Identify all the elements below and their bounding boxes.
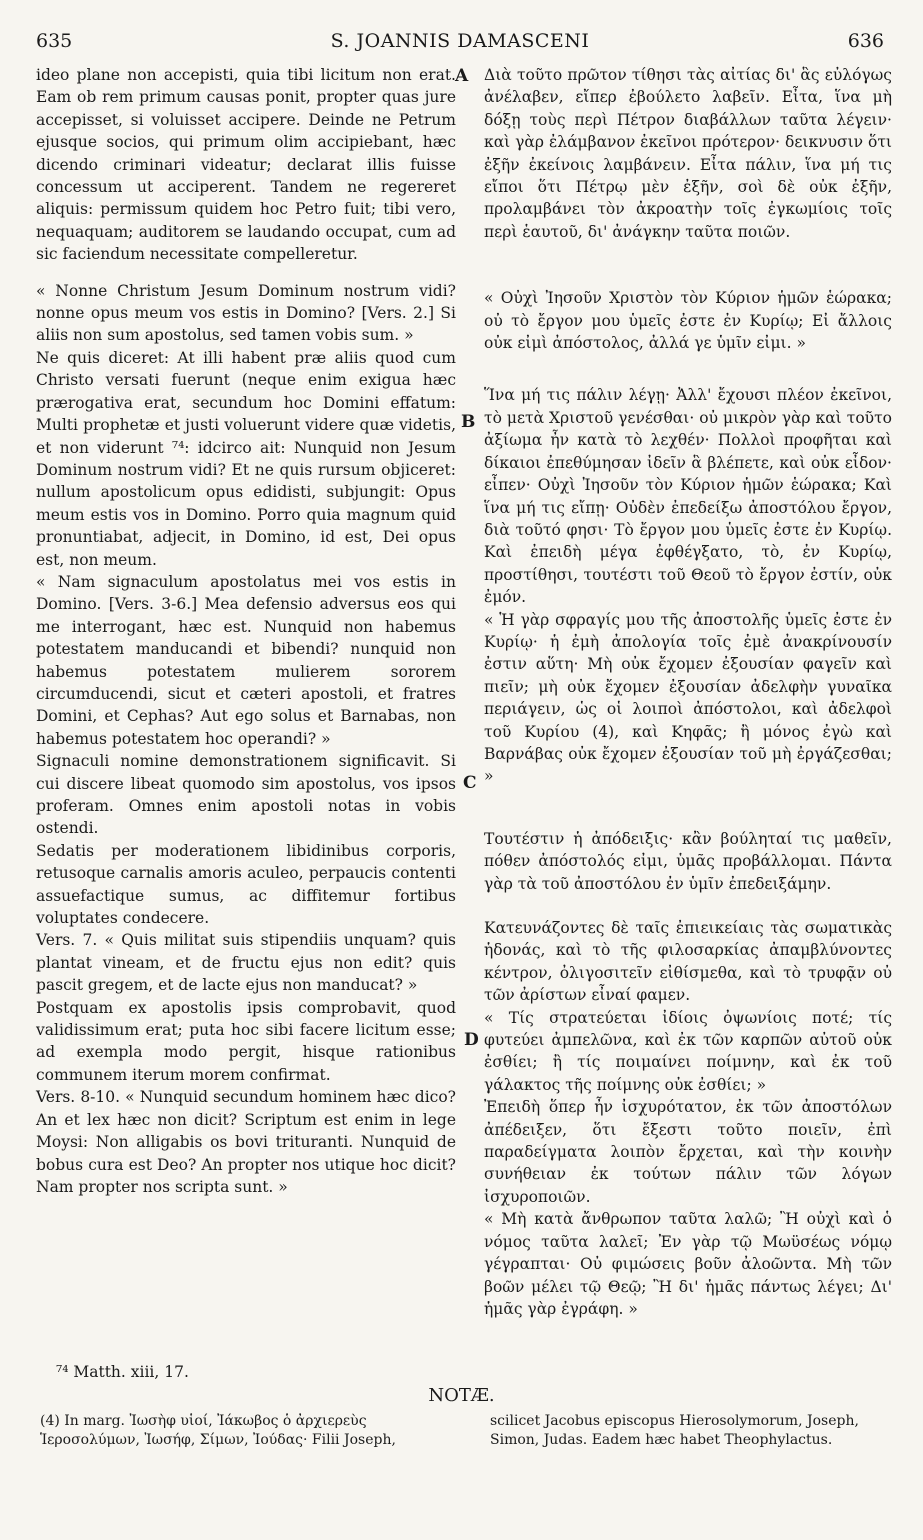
margin-letter-c: C [463,773,477,793]
greek-paragraph: Ἐπειδὴ ὅπερ ἦν ἰσχυρότατον, ἐκ τῶν ἀποστόλων ἀπέδειξεν, ὅτι ἔξεστι τοῦτο ποιεῖν, ἐπὶ παραδείγματα λοιπὸν ἔρχεται, καὶ τὴν κοινὴν συνήθειαν ἐκ τούτων πάλιν τῶν λόγων ἰσχυροποιῶν. [484,1098,892,1206]
latin-paragraph: Signaculi nomine demonstrationem significavit. Si cui discere libeat quomodo sim apostolus, vos ipsos proferam. Omnes enim apostoli notas in vobis ostendi. [36,752,456,838]
greek-paragraph: « Οὐχὶ Ἰησοῦν Χριστὸν τὸν Κύριον ἡμῶν ἑώρακα; οὐ τὸ ἔργον μου ὑμεῖς ἐστε ἐν Κυρίῳ; Εἰ ἄλλοις οὐκ εἰμὶ ἀπόστολος, ἀλλά γε ὑμῖν εἰμι. » [484,289,892,353]
greek-paragraph: Διὰ τοῦτο πρῶτον τίθησι τὰς αἰτίας δι' ἃς εὐλόγως ἀνέλαβεν, εἴπερ ἐβούλετο λαβεῖν. Εἶτα, ἵνα μὴ δόξῃ τοὺς περὶ Πέτρον διαβάλλων ταῦτα λέγειν· καὶ γὰρ ἐλάμβανον ἐκεῖνοι πρότερον· δεικνυσιν ὅτι ἐξῆν ἐκείνοις λαμβάνειν. Εἶτα πάλιν, ἵνα μή τις εἴποι ὅτι Πέτρῳ μὲν ἐξῆν, σοὶ δὲ οὐκ ἐξῆν, προλαμβάνει τὸν ἀκροατὴν τοῖς ἐγκωμίοις τοῖς περὶ ἑαυτοῦ, δι' ἀνάγκην ταῦτα ποιῶν. [484,66,892,241]
latin-paragraph: Vers. 7. « Quis militat suis stipendiis unquam? quis plantat vineam, et de fructu ejus non edit? quis pascit gregem, et de lacte ejus non manducat? » [36,931,456,995]
margin-letter-b: B [461,412,476,432]
footnote-reference: ⁷⁴ Matth. xiii, 17. [56,1363,189,1381]
latin-paragraph: ideo plane non accepisti, quia tibi licitum non erat. Eam ob rem primum causas ponit, propter quas jure accepisset, si voluisset accipere. Deinde ne Petrum ejusque socios, qui primum olim accipiebant, hæc dicendo criminari videatur; declarat illis fuisse concessum ut acciperent. Tandem ne regereret aliquis: permissum quidem hoc Petro fuit; tibi vero, nequaquam; auditorem se laudando occupat, cum ad sic faciendum necessitate compelleretur. [36,66,456,264]
note-left: (4) In marg. Ἰωσὴφ υἱοί, Ἰάκωβος ὁ ἀρχιερεὺς Ἱεροσολύμων, Ἰωσήφ, Σίμων, Ἰούδας· Filii Joseph, [40,1413,396,1448]
margin-letter-a: A [455,66,469,86]
latin-paragraph: Sedatis per moderationem libidinibus corporis, retusoque carnalis amoris aculeo, perpaucis contenti assuefactique sumus, ac diffitemur fortibus voluptates condecere. [36,841,456,928]
greek-paragraph: « Τίς στρατεύεται ἰδίοις ὀψωνίοις ποτέ; τίς φυτεύει ἀμπελῶνα, καὶ ἐκ τῶν καρπῶν αὐτοῦ οὐκ ἐσθίει; ἢ τίς ποιμαίνει ποίμνην, καὶ ἐκ τοῦ γάλακτος τῆς ποίμνης οὐκ ἐσθίει; » [484,1008,892,1094]
greek-paragraph: « Μὴ κατὰ ἄνθρωπον ταῦτα λαλῶ; Ἢ οὐχὶ καὶ ὁ νόμος ταῦτα λαλεῖ; Ἐν γὰρ τῷ Μωϋσέως νόμῳ γέγραπται· Οὐ φιμώσεις βοῦν ἀλοῶντα. Μὴ τῶν βοῶν μέλει τῷ Θεῷ; Ἢ δι' ἡμᾶς πάντως λέγει; Δι' ἡμᾶς γὰρ ἐγράφη. » [484,1210,892,1318]
running-title: S. JOANNIS DAMASCENI [330,30,590,52]
greek-paragraph: Ἵνα μή τις πάλιν λέγῃ· Ἀλλ' ἔχουσι πλέον ἐκεῖνοι, τὸ μετὰ Χριστοῦ γενέσθαι· οὐ μικρὸν γὰρ καὶ τοῦτο ἀξίωμα ἦν κατὰ τὸ λεχθέν· Πολλοὶ προφῆται καὶ δίκαιοι ἐπεθύμησαν ἰδεῖν ἃ βλέπετε, καὶ οὐκ εἶδον· εἶπεν· Οὐχὶ Ἰησοῦν τὸν Κύριον ἡμῶν ἑώρακα; Καὶ ἵνα μή τις εἴπῃ· Οὐδὲν ἐπεδείξω ἀποστόλου ἔργον, διὰ τοῦτό φησι· Τὸ ἔργον μου ὑμεῖς ἐστε ἐν Κυρίῳ. Καὶ ἐπειδὴ μέγα ἐφθέγξατο, τὸ, ἐν Κυρίῳ, προστίθησι, τουτέστι τοῦ Θεοῦ τὸ ἔργον ἐστίν, οὐκ ἐμόν. [484,386,892,607]
page-header [36,30,884,58]
latin-paragraph: Postquam ex apostolis ipsis comprobavit, quod validissimum erat; puta hoc sibi facere licitum esse; ad exempla modo pergit, hisque rationibus communem iterum morem confirmat. [36,998,456,1084]
latin-paragraph: Ne quis diceret: At illi habent præ aliis quod cum Christo versati fuerunt (neque enim exigua hæc prærogativa erat, secundum hoc Domini effatum: Multi prophetæ et justi voluerunt videre quæ videtis, et non viderunt ⁷⁴: idcirco ait: Nunquid non Jesum Dominum nostrum vidi? Et ne quis rursum objiceret: nullum apostolicum opus edidisti, subjungit: Opus meum estis vos in Domino. Porro quia magnum quid pronuntiabat, adjecit, in Domino, id est, Dei opus est, non meum. [36,348,456,569]
latin-paragraph: « Nonne Christum Jesum Dominum nostrum vidi? nonne opus meum vos estis in Domino? [Vers. 2.] Si aliis non sum apostolus, sed tamen vobis sum. » [36,281,456,345]
page-number-left: 635 [36,30,73,52]
greek-paragraph: Τουτέστιν ἡ ἀπόδειξις· κἂν βούληταί τις μαθεῖν, πόθεν ἀπόστολός εἰμι, ὑμᾶς προβάλλομαι. Πάντα γὰρ τὰ τοῦ ἀποστόλου ἐν ὑμῖν ἐπεδειξάμην. [484,829,892,893]
latin-paragraph: « Nam signaculum apostolatus mei vos estis in Domino. [Vers. 3-6.] Mea defensio adversus eos qui me interrogant, hæc est. Nunquid non habemus potestatem manducandi et bibendi? nunquid non habemus potestatem mulierem sororem circumducendi, sicut et cæteri apostoli, et fratres Domini, et Cephas? Aut ego solus et Barnabas, non habemus potestatem hoc operandi? » [36,572,456,748]
greek-paragraph: « Ἡ γὰρ σφραγίς μου τῆς ἀποστολῆς ὑμεῖς ἐστε ἐν Κυρίῳ· ἡ ἐμὴ ἀπολογία τοῖς ἐμὲ ἀνακρίνουσίν ἐστιν αὕτη· Μὴ οὐκ ἔχομεν ἐξουσίαν φαγεῖν καὶ πιεῖν; μὴ οὐκ ἔχομεν ἐξουσίαν ἀδελφὴν γυναῖκα περιάγειν, ὡς οἱ λοιποὶ ἀπόστολοι, καὶ ἀδελφοὶ τοῦ Κυρίου (4), καὶ Κηφᾶς; ἢ μόνος ἐγὼ καὶ Βαρνάβας οὐκ ἔχομεν ἐξουσίαν τοῦ μὴ ἐργάζεσθαι; » [484,610,892,786]
note-right: scilicet Jacobus episcopus Hierosolymorum, Joseph, Simon, Judas. Eadem hæc habet Theophylactus. [490,1413,859,1448]
page-number-right: 636 [847,30,884,52]
notes-heading: NOTÆ. [428,1385,495,1406]
margin-letter-d: D [464,1030,479,1050]
greek-column [484,64,892,1320]
latin-paragraph: Vers. 8-10. « Nunquid secundum hominem hæc dico? An et lex hæc non dicit? Scriptum est enim in lege Moysi: Non alligabis os bovi trituranti. Nunquid de bobus cura est Deo? An propter nos utique hoc dicit? Nam propter nos scripta sunt. » [36,1088,456,1196]
greek-paragraph: Κατευνάζοντες δὲ ταῖς ἐπιεικείαις τὰς σωματικὰς ἡδονάς, καὶ τὸ τῆς φιλοσαρκίας ἀπαμβλύνοντες κέντρον, ὀλιγοσιτεῖν εἰθίσμεθα, καὶ τὸ τρυφᾷν οὐ τῶν ἀρίστων εἶναί φαμεν. [484,919,892,1005]
latin-column [36,64,456,1198]
